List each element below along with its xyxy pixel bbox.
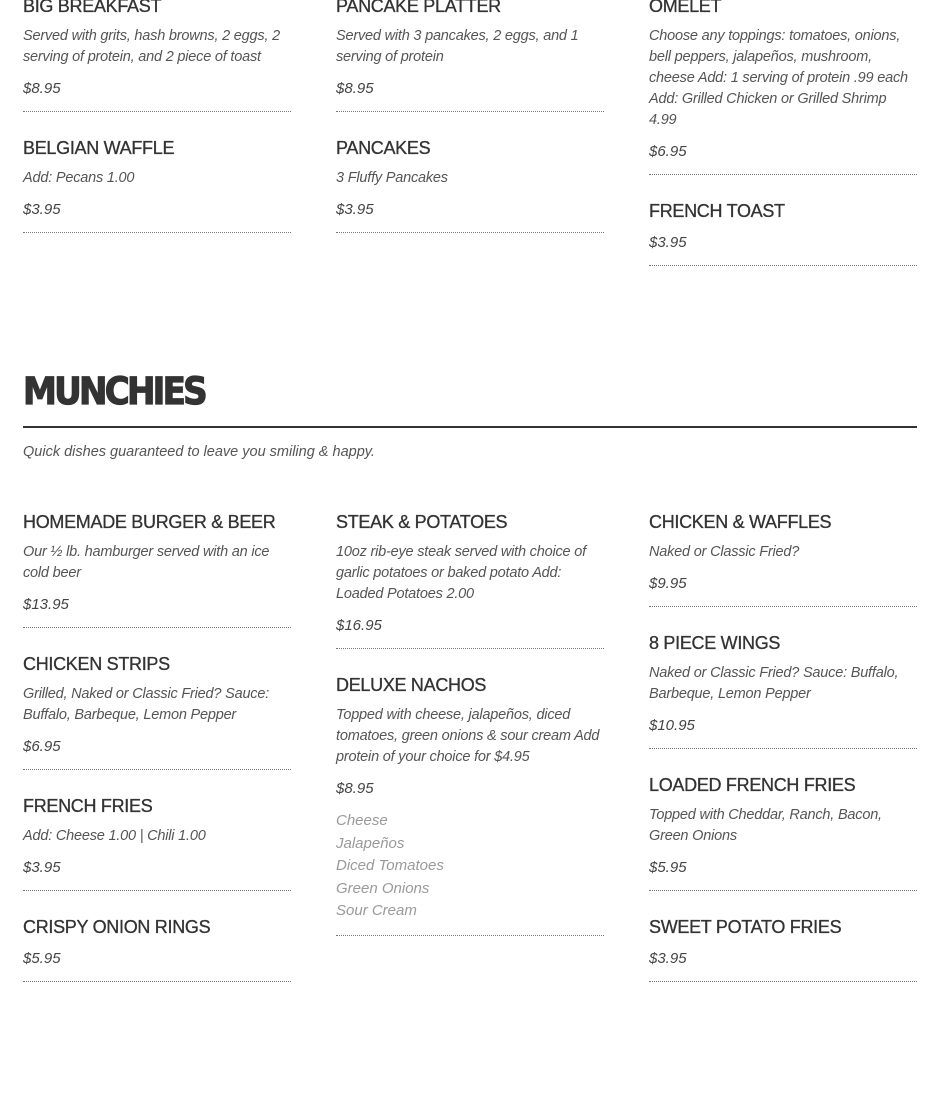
item-description: Add: Cheese 1.00 | Chili 1.00 (23, 828, 206, 844)
dotted-divider (23, 981, 291, 982)
item-name: PANCAKES (336, 138, 431, 158)
menu-item (23, 916, 291, 982)
dotted-divider (649, 981, 917, 982)
item-price: $3.95 (649, 234, 687, 251)
item-price: $5.95 (649, 859, 687, 876)
item-description: Topped with Cheddar, Ranch, Bacon, Green Onions (649, 807, 882, 844)
item-description: Served with 3 pancakes, 2 eggs, and 1 serving of protein (336, 28, 579, 65)
menu-item (23, 137, 291, 233)
menu-item (649, 200, 917, 266)
munchies-column-2 (336, 511, 604, 936)
item-name: DELUXE NACHOS (336, 675, 487, 695)
item-description: Naked or Classic Fried? (649, 544, 800, 560)
item-description: 3 Fluffy Pancakes (336, 170, 448, 186)
item-price: $6.95 (23, 738, 61, 755)
breakfast-column-1 (23, 0, 291, 233)
section-rule (23, 426, 917, 428)
menu-item (23, 0, 291, 112)
item-name: FRENCH FRIES (23, 796, 153, 816)
item-price: $8.95 (336, 80, 374, 97)
option-item: Sour Cream (336, 902, 417, 919)
item-name: STEAK & POTATOES (336, 512, 508, 532)
dotted-divider (336, 935, 604, 936)
breakfast-column-3 (649, 0, 917, 266)
menu-item (23, 653, 291, 770)
item-price: $3.95 (23, 859, 61, 876)
item-price: $5.95 (23, 950, 61, 967)
item-price: $9.95 (649, 575, 687, 592)
item-description: 10oz rib-eye steak served with choice of garlic potatoes or baked potato Add: Loaded Potatoes 2.00 (336, 544, 586, 602)
item-description: Choose any toppings: tomatoes, onions, bell peppers, jalapeños, mushroom, cheese Add: 1 serving of protein .99 each Add: Grilled Chicken or Grilled Shrimp 4.99 (649, 28, 908, 128)
breakfast-column-2 (336, 0, 604, 233)
item-name: CHICKEN & WAFFLES (649, 512, 832, 532)
item-price: $3.95 (23, 201, 61, 218)
item-name: BELGIAN WAFFLE (23, 138, 175, 158)
item-price: $3.95 (336, 201, 374, 218)
options-list (336, 810, 604, 923)
item-name: PANCAKE PLATTER (336, 0, 501, 16)
item-name: CHICKEN STRIPS (23, 654, 170, 674)
item-name: OMELET (649, 0, 722, 16)
item-name: FRENCH TOAST (649, 201, 785, 221)
menu-item (649, 511, 917, 607)
item-price: $10.95 (649, 717, 695, 734)
dotted-divider (23, 232, 291, 233)
option-item: Cheese (336, 812, 388, 829)
dotted-divider (336, 232, 604, 233)
item-description: Topped with cheese, jalapeños, diced tomatoes, green onions & sour cream Add protein of your choice for $4.95 (336, 707, 600, 765)
menu-item (23, 795, 291, 891)
munchies-column-3 (649, 511, 917, 982)
item-description: Add: Pecans 1.00 (23, 170, 135, 186)
menu-item (23, 511, 291, 628)
item-price: $8.95 (23, 80, 61, 97)
item-name: BIG BREAKFAST (23, 0, 162, 16)
section-title: MUNCHIES (23, 370, 205, 413)
item-name: LOADED FRENCH FRIES (649, 775, 856, 795)
menu-item (336, 0, 604, 112)
munchies-column-1 (23, 511, 291, 982)
item-price: $3.95 (649, 950, 687, 967)
item-description: Grilled, Naked or Classic Fried? Sauce: Buffalo, Barbeque, Lemon Pepper (23, 686, 270, 723)
menu-item (649, 0, 917, 175)
option-item: Diced Tomatoes (336, 857, 444, 874)
menu-item (336, 674, 604, 936)
menu-item (336, 137, 604, 233)
item-description: Our ½ lb. hamburger served with an ice cold beer (23, 544, 270, 581)
item-description: Naked or Classic Fried? Sauce: Buffalo, Barbeque, Lemon Pepper (649, 665, 899, 702)
dotted-divider (649, 265, 917, 266)
item-price: $16.95 (336, 617, 382, 634)
item-name: 8 PIECE WINGS (649, 633, 781, 653)
menu-item (649, 774, 917, 891)
menu-item (336, 511, 604, 649)
item-name: SWEET POTATO FRIES (649, 917, 842, 937)
option-item: Jalapeños (336, 834, 405, 852)
section-subtitle: Quick dishes guaranteed to leave you smiling & happy. (23, 444, 375, 460)
option-item: Green Onions (336, 879, 430, 897)
item-description: Served with grits, hash browns, 2 eggs, 2 serving of protein, and 2 piece of toast (23, 28, 280, 65)
item-name: CRISPY ONION RINGS (23, 917, 211, 937)
menu-item (649, 632, 917, 749)
item-price: $6.95 (649, 143, 687, 160)
item-price: $13.95 (23, 596, 69, 613)
item-price: $8.95 (336, 780, 374, 797)
munchies-section-header (23, 372, 917, 460)
item-name: HOMEMADE BURGER & BEER (23, 512, 276, 532)
menu-item (649, 916, 917, 982)
